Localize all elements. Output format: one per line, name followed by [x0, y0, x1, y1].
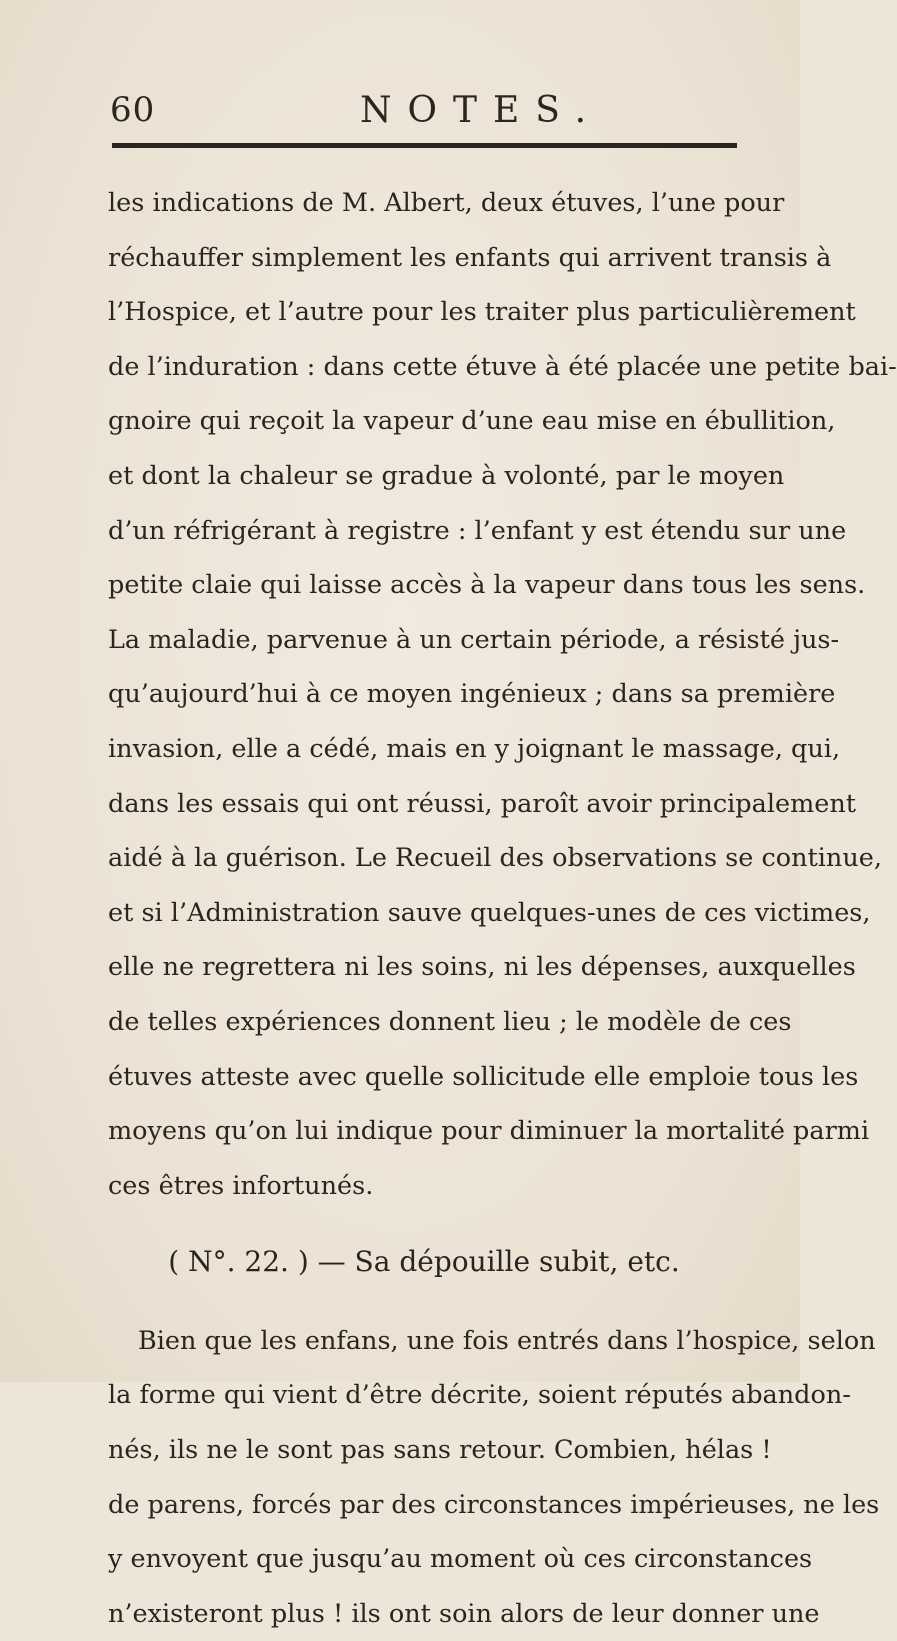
text-line: les indications de M. Albert, deux étuves, l’une pour [108, 188, 785, 218]
text-line: réchauffer simplement les enfants qui arrivent transis à [108, 242, 832, 273]
paragraph-2 [108, 1314, 880, 1641]
section-heading: ( N°. 22. ) — Sa dépouille subit, etc. [168, 1245, 680, 1279]
text-line: et dont la chaleur se gradue à volonté, par le moyen [108, 460, 785, 491]
text-line: gnoire qui reçoit la vapeur d’une eau mise en ébullition, [108, 406, 836, 437]
text-line: aidé à la guérison. Le Recueil des observations se continue, [108, 843, 882, 874]
text-line: de telles expériences donnent lieu ; le modèle de ces [108, 1006, 792, 1037]
text-line: la forme qui vient d’être décrite, soient réputés abandon- [108, 1380, 851, 1411]
text-line: Bien que les enfans, une fois entrés dans l’hospice, selon [138, 1325, 876, 1356]
page-header [110, 90, 740, 140]
text-line: étuves atteste avec quelle sollicitude elle emploie tous les [108, 1061, 859, 1092]
text-line: nés, ils ne le sont pas sans retour. Combien, hélas ! [108, 1435, 772, 1466]
text-line: d’un réfrigérant à registre : l’enfant y est étendu sur une [108, 515, 847, 546]
text-line: dans les essais qui ont réussi, paroît avoir principalement [108, 788, 857, 819]
text-line: qu’aujourd’hui à ce moyen ingénieux ; dans sa première [108, 679, 836, 710]
text-line: y envoyent que jusqu’au moment où ces circonstances [108, 1544, 813, 1575]
text-line: n’existeront plus ! ils ont soin alors de leur donner une [108, 1598, 820, 1629]
text-line: petite claie qui laisse accès à la vapeur dans tous les sens. [108, 570, 866, 601]
text-line: et si l’Administration sauve quelques-unes de ces victimes, [108, 897, 871, 928]
paragraph-1 [108, 176, 897, 1213]
text-line: invasion, elle a cédé, mais en y joignant le massage, qui, [108, 733, 841, 764]
header-rule [112, 143, 737, 148]
text-line: de parens, forcés par des circonstances impérieuses, ne les [108, 1489, 880, 1520]
page-number: 60 [110, 90, 156, 130]
text-line: moyens qu’on lui indique pour diminuer la mortalité parmi [108, 1116, 870, 1147]
running-title: NOTES. [360, 90, 603, 131]
text-line: elle ne regrettera ni les soins, ni les dépenses, auxquelles [108, 952, 856, 983]
text-line: La maladie, parvenue à un certain période, a résisté jus- [108, 624, 840, 655]
body-text [108, 176, 897, 1641]
text-line: ces êtres infortunés. [108, 1170, 374, 1201]
text-line: l’Hospice, et l’autre pour les traiter plus particulièrement [108, 297, 856, 328]
text-line: de l’induration : dans cette étuve à été placée une petite bai- [108, 351, 897, 382]
